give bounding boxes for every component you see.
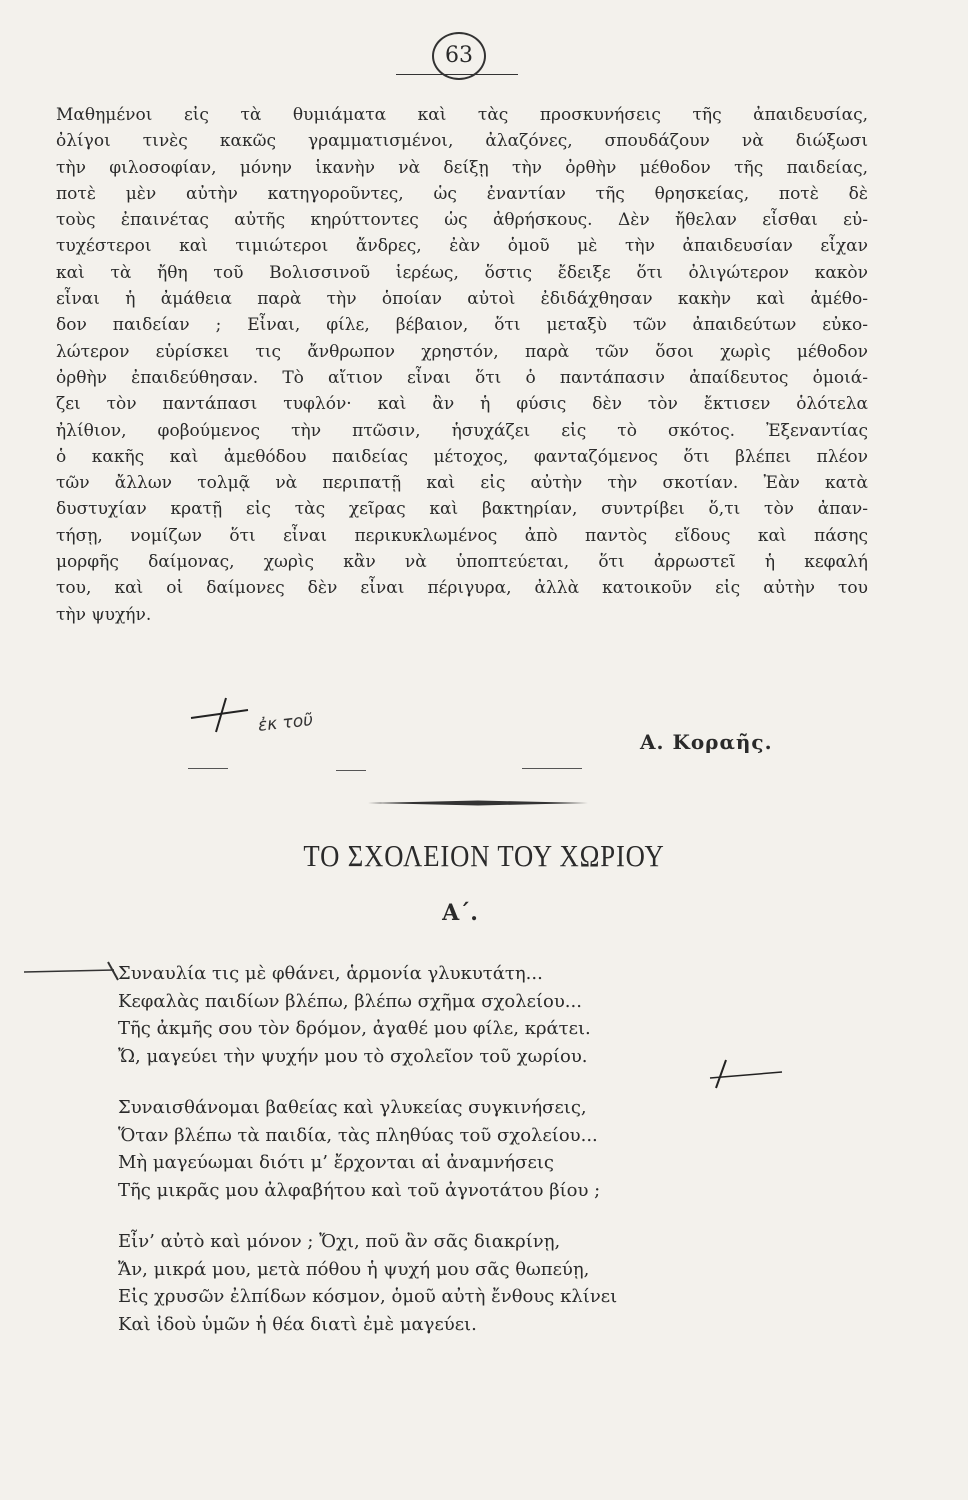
ornamental-rule	[368, 800, 588, 806]
poem-line: Καὶ ἰδοὺ ὑμῶν ἡ θέα διατὶ ἐμὲ μαγεύει.	[118, 1313, 477, 1335]
prose-line: ἠλίθιον, φοβούμενος τὴν πτῶσιν, ἡσυχάζει εἰς τὸ σκότος. Ἐξεναντίας	[56, 420, 868, 441]
prose-line: τὴν ψυχήν.	[56, 604, 152, 625]
prose-line: ὀρθὴν ἐπαιδεύθησαν. Τὸ αἴτιον εἶναι ὅτι ὁ παντάπασιν ἀπαίδευτος ὁμοιά-	[56, 367, 868, 388]
prose-line: τήσῃ, νομίζων ὅτι εἶναι περικυκλωμένος ἀπὸ παντὸς εἴδους καὶ πάσης	[56, 525, 868, 546]
prose-line: δυστυχίαν κρατῇ εἰς τὰς χεῖρας καὶ βακτηρίαν, συντρίβει ὅ,τι τὸν ἀπαν-	[56, 499, 868, 520]
poem	[118, 960, 878, 1362]
part-label: Α΄.	[442, 900, 478, 926]
pencil-cross-mark	[186, 696, 256, 736]
poem-line: Κεφαλὰς παιδίων βλέπω, βλέπω σχῆμα σχολείου...	[118, 990, 582, 1012]
prose-line: ποτὲ μὲν αὐτὴν κατηγοροῦντες, ὡς ἐναντίαν τῆς θρησκείας, ποτὲ δὲ	[56, 183, 868, 204]
poem-line: Συναισθάνομαι βαθείας καὶ γλυκείας συγκινήσεις,	[118, 1097, 587, 1118]
poem-line: Συναυλία τις μὲ φθάνει, ἁρμονία γλυκυτάτη...	[118, 963, 543, 984]
pencil-margin-line	[22, 960, 122, 984]
page-number: 63	[432, 32, 486, 80]
poem-line: Τῆς μικρᾶς μου ἀλφαβήτου καὶ τοῦ ἀγνοτάτου βίου ;	[118, 1179, 601, 1201]
prose-line: Μαθημένοι εἰς τὰ θυμιάματα καὶ τὰς προσκυνήσεις τῆς ἀπαιδευσίας,	[56, 105, 868, 125]
separator-dash-right	[522, 768, 582, 769]
poem-line: Ὅταν βλέπω τὰ παιδία, τὰς πληθύας τοῦ σχολείου...	[118, 1124, 598, 1146]
poem-line: Ἄν, μικρά μου, μετὰ πόθου ἡ ψυχή μου σᾶς θωπεύῃ,	[118, 1258, 590, 1280]
prose-line: τῶν ἄλλων τολμᾷ νὰ περιπατῇ καὶ εἰς αὐτὴν τὴν σκοτίαν. Ἐὰν κατὰ	[56, 473, 868, 494]
prose-line: εἶναι ἡ ἀμάθεια παρὰ τὴν ὁποίαν αὐτοὶ ἐδιδάχθησαν κακὴν καὶ ἀμέθο-	[56, 289, 868, 310]
pencil-cross-mark-poem	[706, 1056, 786, 1092]
prose-line: του, καὶ οἱ δαίμονες δὲν εἶναι πέριγυρα, ἀλλὰ κατοικοῦν εἰς αὐτὴν του	[56, 578, 868, 599]
section-title: ΤΟ ΣΧΟΛΕΙΟΝ ΤΟΥ ΧΩΡΙΟΥ	[303, 838, 665, 873]
handwritten-note: ἐκ τοῦ	[257, 710, 314, 736]
poem-line: Μὴ μαγεύωμαι διότι μ’ ἔρχονται αἱ ἀναμνήσεις	[118, 1152, 554, 1173]
poem-stanza	[118, 960, 878, 1070]
separator-dash-mid	[336, 770, 366, 771]
separator-dash-left	[188, 768, 228, 769]
author-signature: Α. Κοραῆς.	[640, 730, 773, 754]
prose-line: ζει τὸν παντάπασι τυφλόν· καὶ ἂν ἡ φύσις δὲν τὸν ἔκτισεν ὁλότελα	[56, 394, 868, 415]
poem-line: Τῆς ἀκμῆς σου τὸν δρόμον, ἀγαθέ μου φίλε, κράτει.	[118, 1018, 591, 1039]
prose-line: ὁ κακῆς καὶ ἀμεθόδου παιδείας μέτοχος, φανταζόμενος ὅτι βλέπει πλέον	[56, 446, 868, 467]
page-number-rule	[396, 74, 518, 75]
prose-line: τοὺς ἐπαινέτας αὐτῆς κηρύττοντες ὡς ἀθρήσκους. Δὲν ἤθελαν εἶσθαι εὐ-	[56, 210, 868, 231]
prose-line: λώτερον εὑρίσκει τις ἄνθρωπον χρηστόν, παρὰ τῶν ὅσοι χωρὶς μέθοδον	[56, 341, 868, 362]
poem-stanza	[118, 1228, 878, 1338]
poem-line: Εἶν’ αὐτὸ καὶ μόνον ; Ὄχι, ποῦ ἂν σᾶς διακρίνῃ,	[118, 1231, 561, 1252]
prose-line: τὴν φιλοσοφίαν, μόνην ἱκανὴν νὰ δείξῃ τὴν ὀρθὴν μέθοδον τῆς παιδείας,	[56, 157, 868, 178]
prose-line: δον παιδείαν ; Εἶναι, φίλε, βέβαιον, ὅτι μεταξὺ τῶν ἀπαιδεύτων εὐκο-	[56, 315, 868, 336]
poem-line: Ὤ, μαγεύει τὴν ψυχήν μου τὸ σχολεῖον τοῦ χωρίου.	[118, 1045, 588, 1067]
prose-line: τυχέστεροι καὶ τιμιώτεροι ἄνδρες, ἐὰν ὁμοῦ μὲ τὴν ἀπαιδευσίαν εἶχαν	[56, 236, 868, 257]
prose-line: μορφῆς δαίμονας, χωρὶς κἂν νὰ ὑποπτεύεται, ὅτι ἀρρωστεῖ ἡ κεφαλή	[56, 552, 868, 573]
poem-line: Εἰς χρυσῶν ἐλπίδων κόσμον, ὁμοῦ αὐτὴ ἔνθους κλίνει	[118, 1286, 618, 1307]
poem-stanza	[118, 1094, 878, 1204]
prose-body	[56, 102, 868, 628]
prose-line: καὶ τὰ ἤθη τοῦ Βολισσινοῦ ἱερέως, ὅστις ἔδειξε ὅτι ὀλιγώτερον κακὸν	[56, 262, 868, 283]
prose-line: ὀλίγοι τινὲς κακῶς γραμματισμένοι, ἀλαζόνες, σπουδάζουν νὰ διώξωσι	[56, 131, 868, 152]
